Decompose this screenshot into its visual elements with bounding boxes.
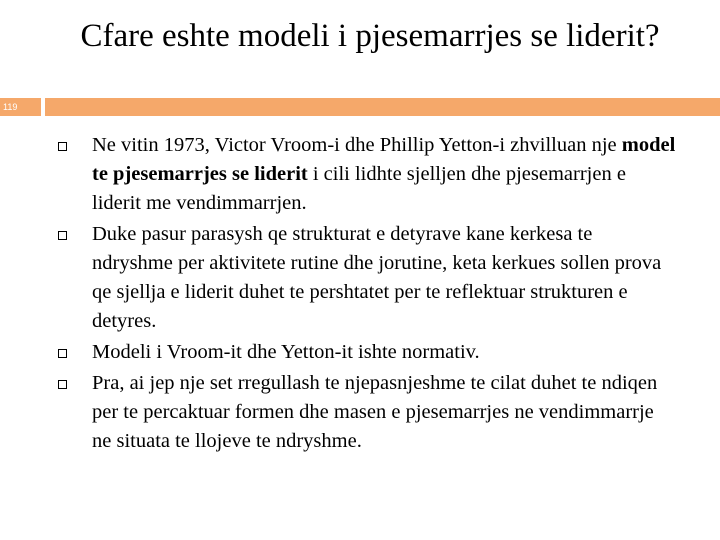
bullet-text: Duke pasur parasysh qe strukturat e detyrave kane kerkesa te ndryshme per aktivitete rutine dhe jorutine, keta kerkues sollen prova qe sjellja e liderit duhet te pershtatet per te reflektuar strukturen e detyres. — [92, 223, 662, 332]
list-item — [58, 131, 688, 218]
bullet-list — [58, 131, 688, 458]
bold-term: model te pjesemarrjes se liderit — [92, 134, 676, 185]
list-item — [58, 369, 688, 456]
header-bar — [0, 98, 720, 116]
header-rule — [45, 98, 720, 116]
list-item — [58, 220, 688, 336]
square-bullet-icon — [58, 349, 67, 358]
square-bullet-icon — [58, 380, 67, 389]
bullet-text: Pra, ai jep nje set rregullash te njepasnjeshme te cilat duhet te ndiqen per te percaktuar formen dhe masen e pjesemarrjes ne vendimmarrje ne situata te llojeve te ndryshme. — [92, 372, 658, 452]
square-bullet-icon — [58, 142, 67, 151]
list-item — [58, 338, 688, 367]
slide-title: Cfare eshte modeli i pjesemarrjes se liderit? — [80, 18, 660, 54]
page-number: 119 — [0, 98, 41, 116]
bullet-text: Ne vitin 1973, Victor Vroom-i dhe Phillip Yetton-i zhvilluan nje model te pjesemarrjes se liderit i cili lidhte sjelljen dhe pjesemarrjen e liderit me vendimmarrjen. — [92, 134, 676, 214]
square-bullet-icon — [58, 231, 67, 240]
bullet-text: Modeli i Vroom-it dhe Yetton-it ishte normativ. — [92, 341, 480, 363]
